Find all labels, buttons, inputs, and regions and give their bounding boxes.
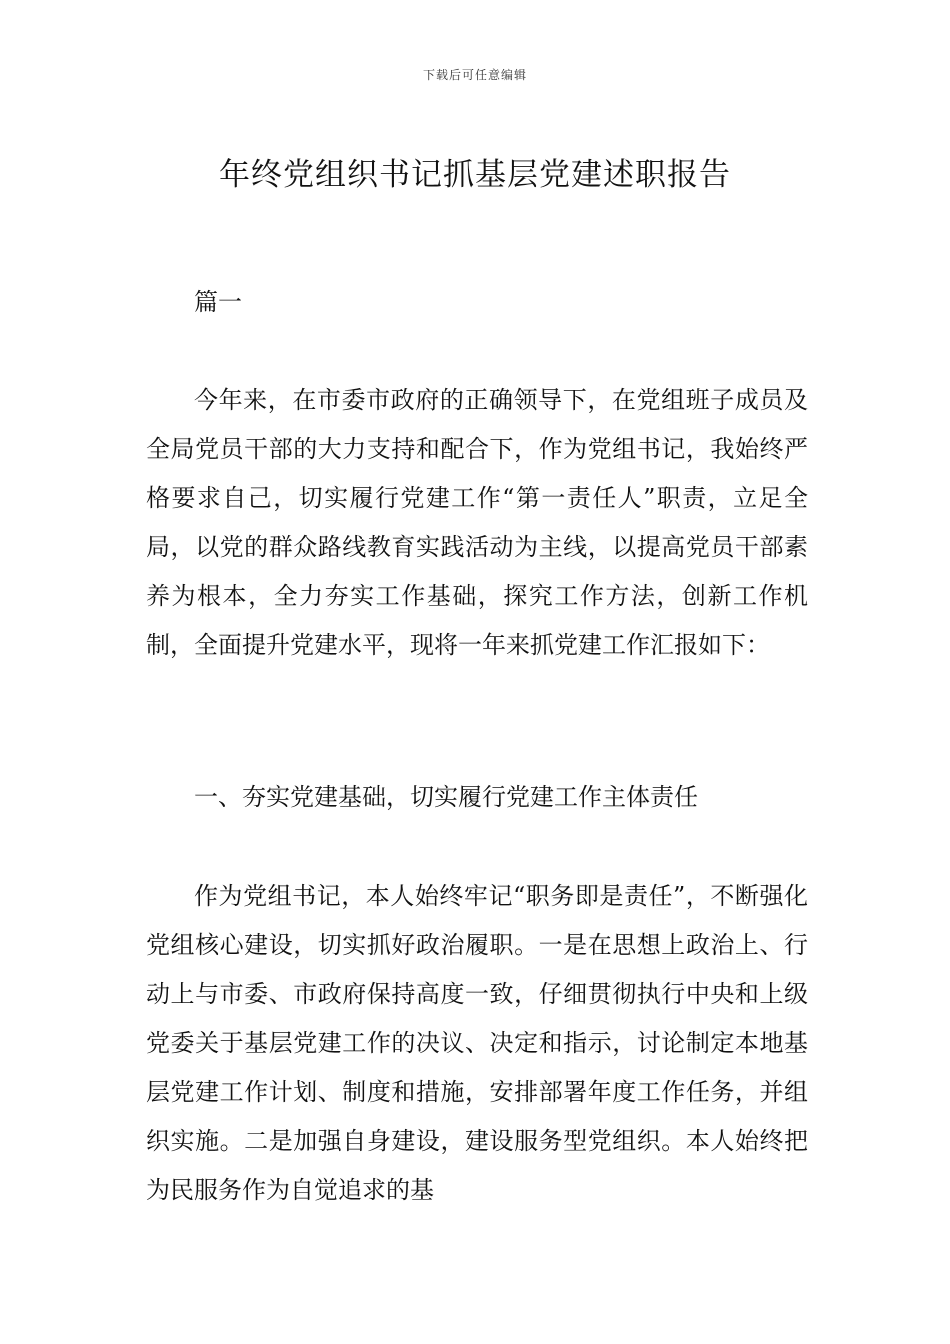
section-heading-1: 一、夯实党建基础，切实履行党建工作主体责任 <box>194 783 698 811</box>
body-paragraph-2: 作为党组书记，本人始终牢记“职务即是责任”，不断强化党组核心建设，切实抓好政治履职。一是在思想上政治上、行动上与市委、市政府保持高度一致，仔细贯彻执行中央和上级党委关于基层党建工作的决议、决定和指示，讨论制定本地基层党建工作计划、制度和措施，安排部署年度工作任务，并组织实施。二是加强自身建设，建设服务型党组织。本人始终把为民服务作为自觉追求的基 <box>146 882 808 1204</box>
document-title: 年终党组织书记抓基层党建述职报告 <box>219 156 731 193</box>
body-paragraph-1: 今年来，在市委市政府的正确领导下，在党组班子成员及全局党员干部的大力支持和配合下，作为党组书记，我始终严格要求自己，切实履行党建工作“第一责任人”职责，立足全局，以党的群众路线教育实践活动为主线，以提高党员干部素养为根本，全力夯实工作基础，探究工作方法，创新工作机制，全面提升党建水平，现将一年来抓党建工作汇报如下： <box>146 386 808 659</box>
section-label: 篇一 <box>194 288 242 316</box>
page-watermark: 下载后可任意编辑 <box>422 68 527 82</box>
